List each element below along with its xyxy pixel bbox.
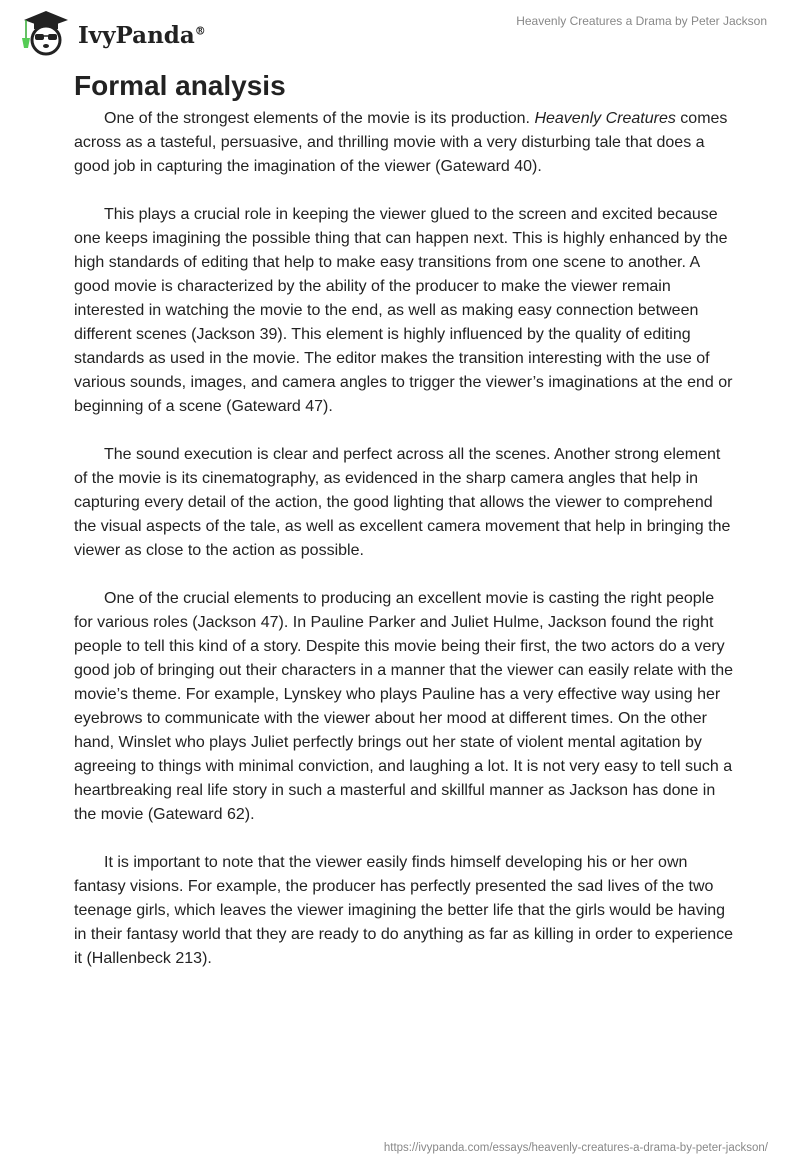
panda-graduate-icon: [18, 8, 74, 56]
source-url[interactable]: https://ivypanda.com/essays/heavenly-creatures-a-drama-by-peter-jackson/: [383, 1142, 768, 1154]
section-heading: Formal analysis: [74, 70, 286, 101]
document-title: Heavenly Creatures a Drama by Peter Jackson: [516, 14, 767, 28]
essay-body: [74, 107, 734, 995]
paragraph-1: One of the strongest elements of the movie is its production. Heavenly Creatures comes across as a tasteful, persuasive, and thrilling movie with a very disturbing tale that does a good job in capturing the imagination of the viewer (Gateward 40).: [74, 110, 728, 175]
logo-text: IvyPanda®: [78, 21, 206, 49]
paragraph-4: One of the crucial elements to producing an excellent movie is casting the right people for various roles (Jackson 47). In Pauline Parker and Juliet Hulme, Jackson found the right people to tell this kind of a story. Despite this movie being their first, the two actors do a very good job of bringing out their characters in a manner that the viewer can easily relate with the movie’s theme. For example, Lynskey who plays Pauline has a very effective way using her eyebrows to communicate with the viewer about her mood at different times. On the other hand, Winslet who plays Juliet perfectly brings out her state of violent mental agitation by agreeing to things with minimal conviction, and laughing a lot. It is not very easy to tell such a heartbreaking real life story in such a masterful and skillful manner as Jackson has done in the movie (Gateward 62).: [74, 590, 734, 823]
ivypanda-logo[interactable]: [18, 8, 206, 56]
paragraph-5: It is important to note that the viewer easily finds himself developing his or her own fantasy visions. For example, the producer has perfectly presented the sad lives of the two teenage girls, which leaves the viewer imagining the better life that the girls would be having in their fantasy world that they are ready to do anything as far as killing in order to experience it (Hallenbeck 213).: [74, 854, 734, 967]
paragraph-3: The sound execution is clear and perfect across all the scenes. Another strong element of the movie is its cinematography, as evidenced in the sharp camera angles that help in capturing every detail of the action, the good lighting that allows the viewer to comprehend the visual aspects of the tale, as well as excellent camera movement that help in bringing the viewer as close to the action as possible.: [74, 446, 731, 559]
paragraph-2: This plays a crucial role in keeping the viewer glued to the screen and excited because one keeps imagining the possible thing that can happen next. This is highly enhanced by the high standards of editing that help to make easy transitions from one scene to another. A good movie is characterized by the ability of the producer to make the viewer remain interested in watching the movie to the end, as well as making easy connection between different scenes (Jackson 39). This element is highly influenced by the quality of editing standards as used in the movie. The editor makes the transition interesting with the use of various sounds, images, and camera angles to trigger the viewer’s imaginations at the end or beginning of a scene (Gateward 47).: [74, 206, 733, 415]
